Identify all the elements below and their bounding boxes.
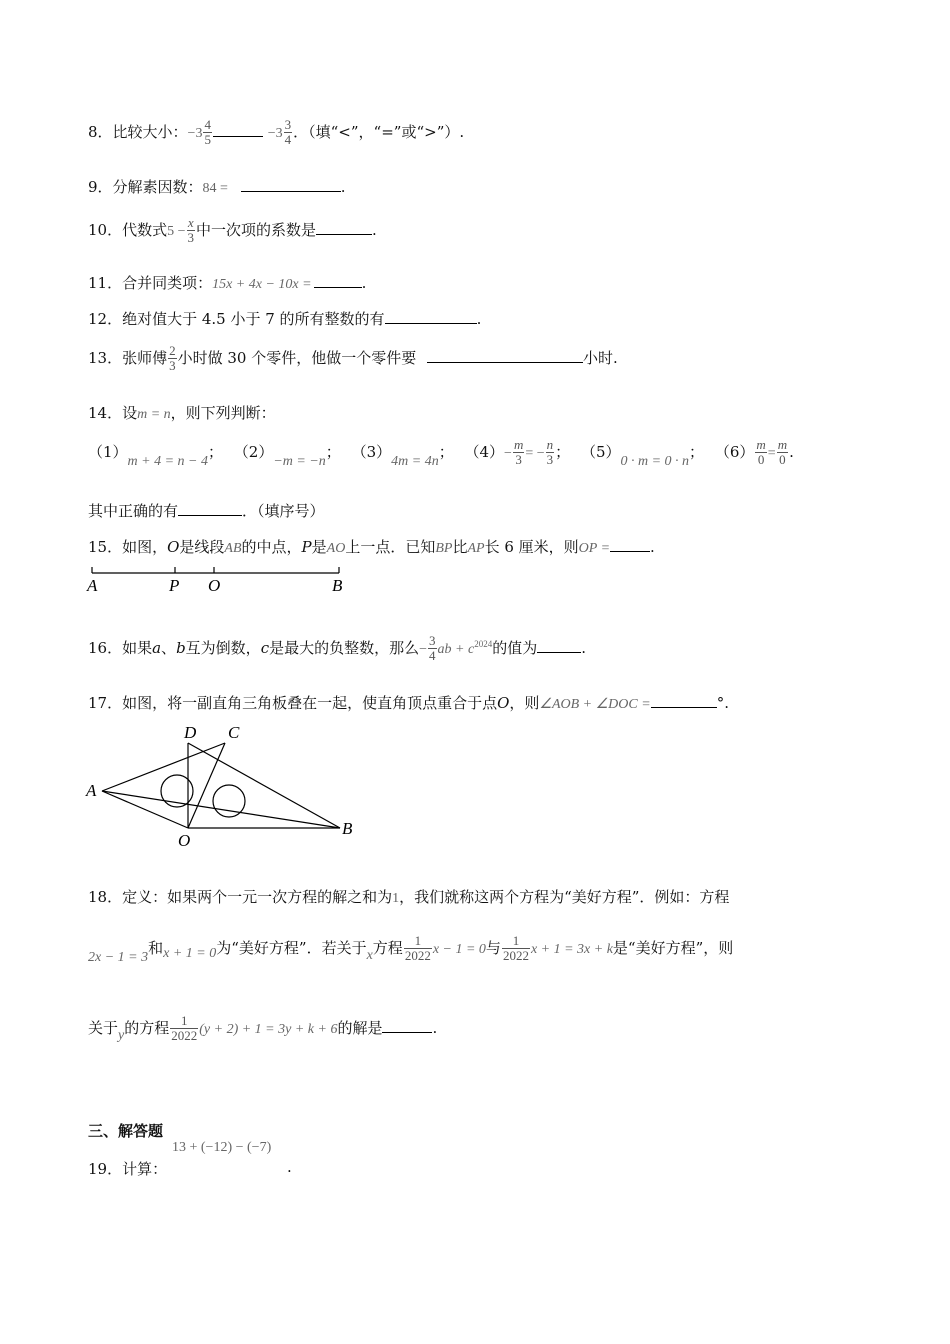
q17-expr: ∠AOB + ∠DOC = [539,697,651,712]
question-14 [88,402,276,423]
q14-item-2-label: （2） [233,442,274,461]
q8-b-whole: −3 [267,125,283,141]
q14-item-2-expr: −m = −n [273,453,326,469]
q14-answer-line [88,500,325,521]
q9-answer-blank[interactable] [241,177,341,192]
q16-exponent: 2024 [474,638,493,649]
q10-tail: . [372,220,377,239]
label-a: A [86,781,97,800]
q18-eq3: (y + 2) + 1 = 3y + k + 6 [199,1021,338,1037]
q16-fraction: $\frac{3}{4}$ [429,633,436,664]
q18-example-eq1: 2x − 1 = 3 [88,949,149,965]
q18-eq2: x + 1 = 3x + k [530,941,613,957]
q8-instruction: ．（填“<”，“=”或“>”）. [293,122,465,141]
q13-tail: 小时. [583,348,618,367]
q11-tail: . [361,274,367,292]
edge-ac [102,743,225,791]
q8-a-fraction: $\frac{4}{5}$ [204,117,211,148]
q14-item-5-label: （5） [580,442,621,461]
q14-condition: m = n [137,407,171,422]
q15-segment-figure [84,562,354,596]
q13-text: 小时做 30 个零件，他做一个零件要 [177,348,417,367]
q14-item-3-expr: 4m = 4n [391,453,439,469]
q10-label: 10．代数式 [88,220,168,239]
q18-eq1: x − 1 = 0 [432,941,486,957]
question-18-line-3: 关于y的方程 $\frac{1}{2022}$ (y + 2) + 1 = 3y + k + 6的解是 . [88,1013,438,1044]
label-a: A [87,576,98,595]
q15-answer-blank[interactable] [610,537,650,552]
q8-b-fraction: $\frac{3}{4}$ [284,117,292,148]
question-10 [88,216,377,246]
q18-fraction-2: $\frac{1}{2022}$ [502,933,529,964]
q17-triangle-figure [84,718,364,852]
q16-label: 16．如果 [88,638,153,657]
q14-item-1-expr: m + 4 = n − 4 [127,453,208,469]
q19-label: 19．计算： [88,1160,168,1178]
q16-answer-blank[interactable] [537,638,581,653]
q17-text: 17．如图，将一副直角三角板叠在一起，使直角顶点重合于点 [88,694,498,712]
question-13 [88,344,618,374]
q14-item-4-expr: − $\frac{m}{3}$ = − $\frac{n}{3}$ [504,437,554,468]
q18-answer-blank[interactable] [382,1018,432,1033]
question-11 [88,272,366,293]
q15-label: 15．如图， [88,538,168,556]
question-8 [88,118,464,148]
label-o: O [208,576,221,595]
label-c: C [228,723,240,742]
edge-db [188,743,340,828]
label-p: P [169,576,180,595]
q10-fraction: $\frac{x}{3}$ [187,215,194,246]
label-o: O [178,831,191,850]
q19-expr: 13 + (−12) − (−7) [172,1140,272,1155]
q13-answer-blank[interactable] [427,348,583,363]
q14-item-6-expr: $\frac{m}{0}$ = $\frac{m}{0}$ [756,437,788,468]
q18-fraction-3: $\frac{1}{2022}$ [171,1013,198,1044]
q10-answer-blank[interactable] [316,220,372,235]
q8-answer-blank[interactable] [213,122,263,137]
q12-answer-blank[interactable] [385,309,477,324]
q14-item-5-expr: 0 · m = 0 · n [620,453,690,469]
q9-expr: 84 = [202,181,228,196]
question-18-line-1: 18．定义：如果两个一元一次方程的解之和为1，我们就称这两个方程为“美好方程”．例如：方程 [88,888,730,906]
question-12 [88,308,481,329]
q10-text: 中一次项的系数是 [196,220,317,239]
q11-expr: 15x + 4x − 10x = [212,277,312,292]
label-d: D [184,723,197,742]
q8-label: 8．比较大小： [88,122,188,141]
q11-answer-blank[interactable] [314,273,362,288]
q13-fraction: $\frac{2}{3}$ [169,343,176,374]
q18-fraction-1: $\frac{1}{2022}$ [404,933,431,964]
q9-label: 9．分解素因数： [88,178,203,196]
edge-ab [102,791,340,828]
q14-item-3-label: （3） [351,442,392,461]
q14-label: 14．设 [88,404,138,422]
q14-answer-blank[interactable] [178,501,242,516]
question-16: 16．如果a、b互为倒数，c是最大的负整数，那么− $\frac{3}{4}$ ab + $c^{2024}$的值为 . [88,633,586,664]
question-15: 15．如图，O是线段AB的中点，P是AO上一点．已知BP比AP长 6 厘米，则OP = . [88,538,655,556]
edge-ao [102,791,188,828]
q14-statements: （1）m + 4 = n − 4； （2）−m = −n； （3）4m = 4n； （4）− $\frac{m}{3}$ = − $\frac{n}{3}$ ； （5）0 · m = 0 · n； （6） $\frac{m}{0}$ = $\frac{m}{0}$ . [88,437,794,469]
q9-tail: . [340,178,346,196]
q11-label: 11．合并同类项： [88,274,213,292]
question-19 [88,1158,167,1179]
q14-item-4-label: （4） [464,442,505,461]
q14-item-1-label: （1） [88,442,128,461]
q17-answer-blank[interactable] [651,693,717,708]
q18-example-eq2: x + 1 = 0 [163,945,217,961]
q10-expr: 5 − [167,223,186,239]
question-17: 17．如图，将一副直角三角板叠在一起，使直角顶点重合于点O，则∠AOB + ∠DOC = °. [88,694,729,712]
q19-tail: . [287,1158,292,1176]
question-9 [88,176,346,197]
q16-expr: ab + c [437,641,475,657]
q8-a-whole: −3 [187,125,203,141]
section-3-heading: 三、解答题 [88,1122,164,1140]
q14-answer-tail: ．（填序号） [242,502,325,520]
q12-tail: . [476,310,482,328]
q13-label: 13．张师傅 [88,348,168,367]
q14-answer-prefix: 其中正确的有 [88,502,179,520]
q14-item-6-label: （6） [714,442,755,461]
q14-intro: ，则下列判断： [170,404,276,422]
hole-right [213,785,245,817]
q12-text: 12．绝对值大于 4.5 小于 7 的所有整数的有 [88,310,385,328]
label-b: B [342,819,353,838]
label-b: B [332,576,343,595]
question-18-line-2: 2x − 1 = 3和x + 1 = 0为“美好方程”．若关于x方程 $\frac{1}{2022}$ x − 1 = 0与 $\frac{1}{2022}$ x + 1 = 3x + k是“美好方程”，则 [88,933,734,965]
